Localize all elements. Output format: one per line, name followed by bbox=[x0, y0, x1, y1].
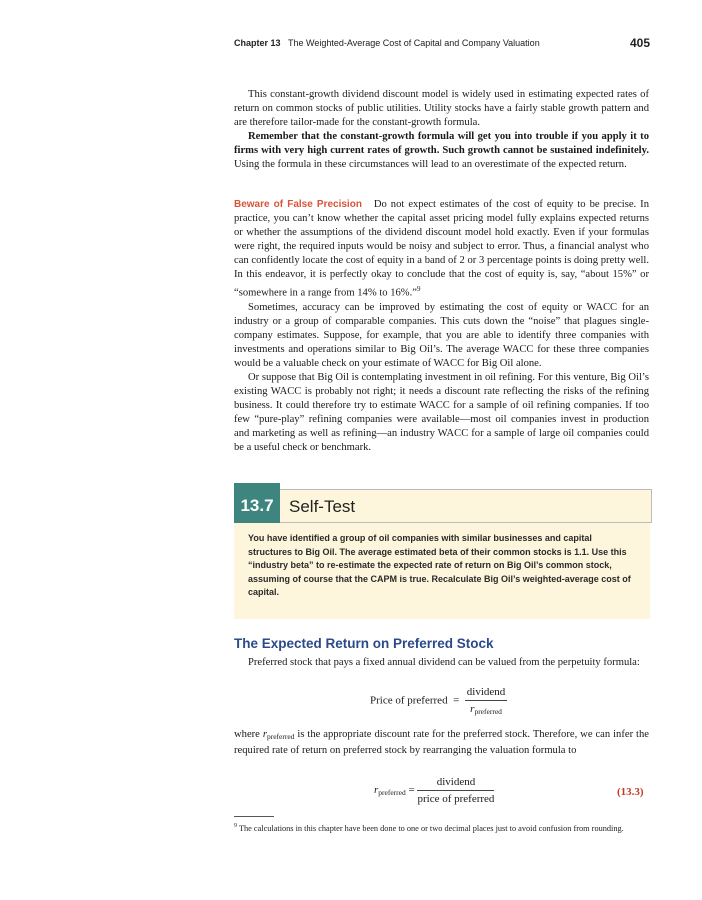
eq1-denominator bbox=[465, 701, 508, 716]
section-heading-preferred: The Expected Return on Preferred Stock bbox=[234, 636, 494, 651]
footnote-mark: 9 bbox=[234, 823, 237, 829]
where-sub: preferred bbox=[266, 732, 295, 741]
paragraph-constant-growth: This constant-growth dividend discount model is widely used in estimating expected rates of return on common stocks of public utilities. Utility stocks have a fairly stable growth pattern and are therefore tailor-made for the constant-growth formula. bbox=[234, 89, 649, 128]
footnote-ref-9: 9 bbox=[416, 285, 421, 293]
where-rest: is the appropriate discount rate for the preferred stock. Therefore, we can infer the required rate of return on preferred stock by rearranging the valuation formula to bbox=[234, 729, 649, 756]
body-text-preferred bbox=[234, 656, 649, 670]
eq2-fraction bbox=[417, 776, 494, 805]
body-text-precision bbox=[234, 198, 649, 455]
paragraph-perpetuity: Preferred stock that pays a fixed annual dividend can be valued from the perpetuity formula: bbox=[248, 657, 640, 668]
paragraph-where bbox=[234, 728, 649, 758]
paragraph-warning bbox=[234, 130, 649, 172]
eq1-fraction bbox=[465, 686, 508, 716]
footnote-text: The calculations in this chapter have been done to one or two decimal places just to avoid confusion from rounding. bbox=[238, 823, 624, 833]
paragraph-industry-wacc: Sometimes, accuracy can be improved by estimating the cost of equity or WACC for an industry or a group of comparable companies. This cuts down the “noise” that plagues single-company estimates. Suppose, for example, that you are able to identify three companies with investments and operations similar to Big Oil’s. The average WACC for these three companies would be a valuable check on your estimate of WACC for Big Oil alone. bbox=[234, 301, 649, 369]
eq2-denominator: price of preferred bbox=[417, 793, 495, 805]
where-start: where bbox=[234, 729, 263, 740]
body-text-where bbox=[234, 728, 649, 758]
warning-rest-text: Using the formula in these circumstances will lead to an overestimate of the expected return. bbox=[234, 159, 627, 170]
false-precision-text: Do not expect estimates of the cost of equity to be precise. In practice, you can’t know whether the capital asset pricing model fully explains expected returns or whether the assumptions of the dividend discount model hold exactly. Even if your formulas were right, the required inputs would be noisy and subject to error. Thus, a financial analyst who can confidently locate the cost of equity in a band of 2 or 3 percentage points is doing pretty well. In this endeavor, it is perfectly okay to conclude that the cost of equity is, say, “about 15%” or “somewhere in a range from 14% to 16%.” bbox=[234, 199, 649, 299]
self-test-box bbox=[234, 483, 652, 619]
page-number: 405 bbox=[629, 36, 650, 50]
eq1-lhs: Price of preferred bbox=[370, 694, 448, 707]
equation-price-of-preferred bbox=[370, 686, 507, 716]
paragraph-refining: Or suppose that Big Oil is contemplating investment in oil refining. For this venture, Big Oil’s existing WACC is probably not right; it needs a discount rate reflecting the risks of the refining business. It could therefore try to estimate WACC for a sample of oil refining companies. If too few “pure-play” refining companies were available—most oil companies invest in production and marketing as well as refining—an industry WACC for a sample of large oil companies could be a useful check or benchmark. bbox=[234, 371, 649, 453]
false-precision-tag: Beware of False Precision bbox=[234, 199, 362, 210]
running-header bbox=[234, 38, 650, 48]
equation-required-return bbox=[374, 776, 494, 805]
equation-number: (13.3) bbox=[617, 786, 644, 798]
footnote-rule bbox=[234, 816, 274, 817]
body-text-top bbox=[234, 88, 649, 172]
eq1-equals: = bbox=[453, 694, 460, 707]
paragraph-false-precision bbox=[234, 198, 649, 301]
self-test-title: Self-Test bbox=[289, 497, 356, 516]
eq2-lhs-sub: preferred bbox=[378, 788, 406, 798]
eq1-numerator: dividend bbox=[465, 686, 508, 701]
eq2-lhs-var: r bbox=[374, 784, 379, 797]
chapter-label: Chapter 13 bbox=[234, 38, 281, 48]
self-test-number: 13.7 bbox=[234, 483, 280, 529]
eq1-den-var: r bbox=[470, 703, 475, 715]
warning-bold-text: Remember that the constant-growth formula will get you into trouble if you apply it to firms with very high current rates of growth. Such growth cannot be sustained indefinitely. bbox=[234, 131, 649, 156]
footnote-9 bbox=[234, 821, 649, 834]
self-test-body: You have identified a group of oil companies with similar businesses and capital structures to Big Oil. The average estimated beta of their common stocks is 1.1. Use this “industry beta” to re-estimate the expected rate of return on Big Oil’s common stock, assuming of course that the CAPM is true. Recalculate Big Oil’s weighted-average cost of capital. bbox=[234, 523, 650, 619]
eq2-equals: = bbox=[408, 784, 415, 797]
where-var: r bbox=[262, 729, 267, 740]
eq2-numerator: dividend bbox=[417, 776, 494, 791]
chapter-title: The Weighted-Average Cost of Capital and Company Valuation bbox=[288, 38, 540, 48]
eq1-den-sub: preferred bbox=[474, 707, 502, 716]
